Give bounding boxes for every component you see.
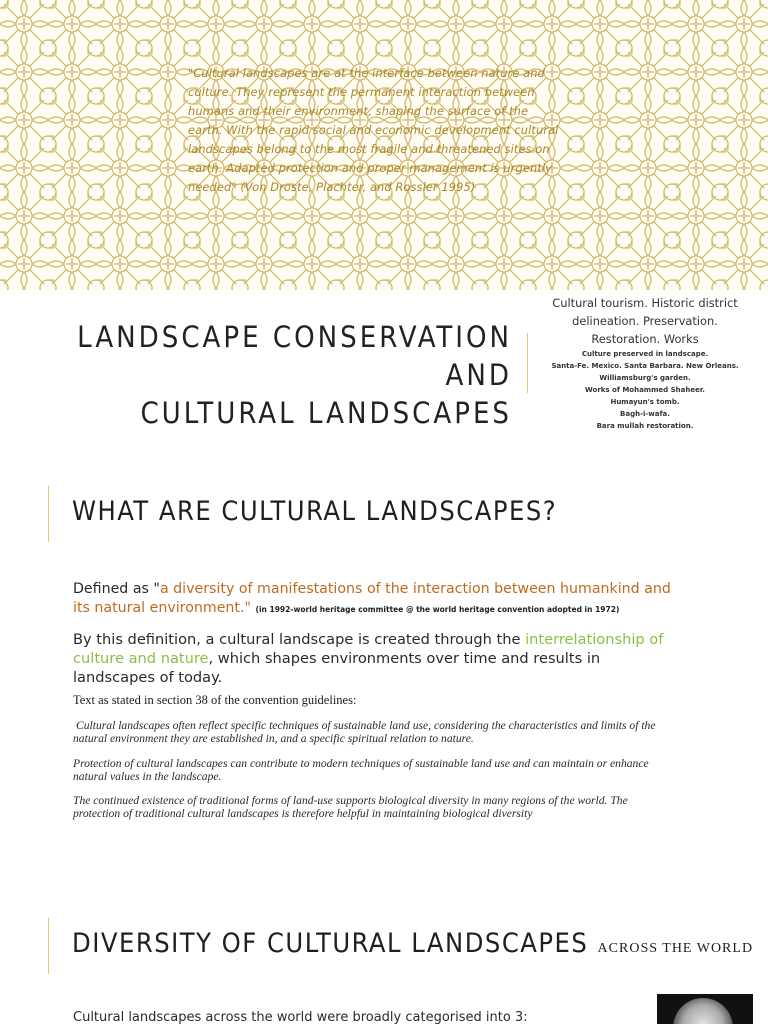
section1-rule bbox=[48, 486, 49, 542]
side-note-line-3: Restoration. Works bbox=[591, 332, 699, 346]
section2-subtitle: ACROSS THE WORLD bbox=[597, 941, 754, 956]
definition-prefix: Defined as " bbox=[73, 581, 160, 597]
photo-highlight bbox=[673, 998, 733, 1024]
side-note-small-5: Humayun's tomb. bbox=[610, 398, 680, 406]
title-line-2: CULTURAL LANDSCAPES bbox=[140, 396, 512, 430]
guidelines-heading: Text as stated in section 38 of the convention guidelines: bbox=[73, 693, 357, 707]
side-note-small-4: Works of Mohammed Shaheer. bbox=[585, 386, 705, 394]
landscape-photo-thumbnail bbox=[657, 994, 753, 1024]
guideline-text-3: The continued existence of traditional forms of land-use supports biological diversity in many regions of the world. The protection of traditional cultural landscapes is therefore helpful in maintaining biological diversity bbox=[73, 794, 628, 820]
page-title bbox=[60, 318, 512, 432]
side-note-line-2: delineation. Preservation. bbox=[572, 314, 718, 328]
section2-intro: Cultural landscapes across the world were broadly categorised into 3: bbox=[73, 1010, 528, 1025]
guideline-text-2: Protection of cultural landscapes can contribute to modern techniques of sustainable land use and can maintain or enhance natural values in the landscape. bbox=[73, 757, 649, 783]
hero-quote: "Cultural landscapes are at the interface between nature and culture. They represent the permanent interaction between humans and their environment, shaping the surface of the earth. With the rapid social and economic development cultural landscapes belong to the most fragile and threatened sites on earth. Adapted protection and proper management is urgently needed" (Von Droste, Plachter, and Rossler 1995) bbox=[188, 66, 559, 194]
side-note-small-3: Williamsburg's garden. bbox=[599, 374, 691, 382]
side-notes bbox=[540, 294, 750, 432]
section2-rule bbox=[48, 918, 49, 974]
side-note-small-6: Bagh-i-wafa. bbox=[620, 410, 670, 418]
interrelationship-highlight: interrelationship of culture and nature bbox=[73, 631, 664, 667]
title-divider bbox=[527, 333, 528, 393]
section2-title: DIVERSITY OF CULTURAL LANDSCAPES bbox=[72, 928, 589, 959]
guideline-text-1: Cultural landscapes often reflect specific techniques of sustainable land use, considering the characteristics and limits of the natural environment they are established in, and a specific spiritual relation to nature. bbox=[73, 719, 656, 745]
interrelationship-prefix: By this definition, a cultural landscape is created through the bbox=[73, 631, 526, 648]
hero-banner bbox=[0, 0, 768, 290]
side-note-line-1: Cultural tourism. Historic district bbox=[552, 296, 738, 310]
section1-heading: WHAT ARE CULTURAL LANDSCAPES? bbox=[72, 496, 558, 527]
definition-quote: a diversity of manifestations of the interaction between humankind and its natural environment." bbox=[73, 581, 671, 616]
definition-citation: (in 1992-world heritage committee @ the world heritage convention adopted in 1972) bbox=[255, 605, 620, 614]
side-note-small-1: Culture preserved in landscape. bbox=[581, 350, 709, 358]
side-note-small-7: Bara mullah restoration. bbox=[596, 422, 694, 430]
definition-paragraph bbox=[73, 580, 673, 619]
title-line-1: LANDSCAPE CONSERVATION AND bbox=[77, 320, 512, 392]
section2-heading bbox=[72, 928, 753, 959]
side-note-small-2: Santa-Fe. Mexico. Santa Barbara. New Orleans. bbox=[551, 362, 739, 370]
interrelationship-paragraph bbox=[73, 630, 673, 687]
interrelationship-suffix: , which shapes environments over time and results in landscapes of today. bbox=[73, 650, 601, 686]
